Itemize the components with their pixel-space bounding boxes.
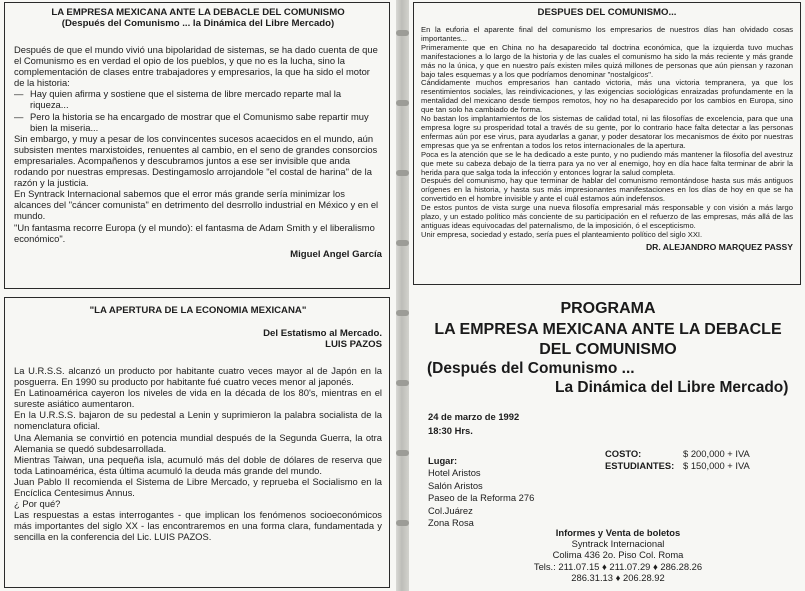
despues-paragraph-3: Cándidamente muchos empresarios han cantado victoria, más una victoria tempranera, ya que los resentimientos sociales, las reindivicaciones, y las exigencias sociológicas enraizadas profundamente en la mentalidad del mexicano desde tiempos remotos, hoy no ha desaparecido por los cambios en Europa, sino que tan solo ha cambiado de forma. [421, 78, 793, 115]
despues-article-box [413, 2, 801, 285]
apertura-article-title: "LA APERTURA DE LA ECONOMIA MEXICANA" [89, 305, 307, 316]
despues-paragraph-7: De estos puntos de vista surge una nueva filosofía empresarial más responsable y con visión a más largo plazo, y un estado político más conciente de su participación en el refuerzo de las empresas, más allá de las antiguas ideas equivocadas del paternalismo, de la imposición, ó el escepticismo. [421, 203, 793, 230]
intro-paragraph-3: En Syntrack Internacional sabemos que el error más grande sería minimizar los alcances del "cáncer comunista" en detrimento del desrrollo industrial en México y en el mundo. [14, 188, 379, 222]
intro-article-box [4, 2, 390, 289]
intro-signature: Miguel Angel García [290, 248, 382, 260]
lugar-list [428, 467, 534, 530]
despues-paragraph-5: Poca es la atención que se le ha dedicado a este punto, y no pudiendo más mantener la filosofía del avestruz que mete su cabeza debajo de la tierra para ya no ver al enemigo, hoy en día hace falta terminar de abrir la herida para que salga toda la infección y entonces lograr la salud completa. [421, 149, 793, 177]
estudiantes-value: $ 150,000 + IVA [683, 460, 750, 471]
lugar-line: Salón Aristos [428, 479, 483, 491]
despues-paragraph-2: Primeramente que en China no ha desaparecido tal doctrina económica, que la izquierda tuvo muchas manifestaciones a lo largo de la historia y de las cuales el comunismo ha sido la más reciente y más grande más no la única, y que en nuestro país existen miles quizá millones de personas que aún piensan y razonan bajo tales esquemas y a los que podríamos denominar "nostalgicos". [421, 42, 793, 79]
info-address: Colima 436 2o. Piso Col. Roma [552, 549, 684, 560]
costo-value: $ 200,000 + IVA [683, 448, 750, 459]
binding-coil [396, 240, 409, 246]
apertura-paragraph-3: En la U.R.S.S. bajaron de su pedestal a Lenin y suprimieron la palabra socialista de la nomenclatura oficial. [14, 409, 382, 432]
intro-dash-item-2 [14, 111, 382, 133]
despues-signature: DR. ALEJANDRO MARQUEZ PASSY [645, 241, 793, 252]
intro-dash-text-1: Hay quien afirma y sostiene que el sistema de libre mercado reparte mal la riqueza... [30, 88, 342, 111]
binding-coil [396, 310, 409, 316]
binding-coil [396, 450, 409, 456]
apertura-paragraph-5: Mientras Taiwan, una pequeña isla, acumuló más del doble de dólares de reserva que toda Latinoamérica, ésta última acumuló la deuda más grande del mundo. [14, 453, 382, 476]
programa-title-line-1: LA EMPRESA MEXICANA ANTE LA DEBACLE [434, 321, 782, 338]
event-time: 18:30 Hrs. [428, 425, 473, 436]
programa-title-line-3: (Después del Comunismo ... [427, 360, 635, 377]
despues-paragraph-4: No bastan los implantamientos de los sistemas de calidad total, ni las filosofías de excelencia, para que una empresa logre su prosperidad total a través de su gente, por lo contrario hace falta detectar a las personas enfermas aún por ese virus, para ayudarlas a ganar, y poder desatorar los mecanismos de éxito por nuestras empresas que ya se enfrentan a todos los retos internacionales de la apertura. [421, 114, 793, 150]
lugar-label: Lugar: [428, 455, 458, 466]
programa-title-line-2: DEL COMUNISMO [539, 341, 677, 358]
despues-paragraph-6: Después del comunismo, hay que terminar de hablar del comunismo remontándose hasta sus más antiguos orígenes en la historia, y hasta sus más impresionantes manifestaciones en los días de hoy en que se ha convertido en el hombre invisible y ante el cuál estamos aún indefensos. [421, 176, 793, 204]
info-company: Syntrack Internacional [571, 538, 665, 549]
event-date: 24 de marzo de 1992 [428, 411, 520, 422]
info-title: Informes y Venta de boletos [555, 527, 681, 538]
binding-coil [396, 170, 409, 176]
binding-spine [396, 0, 409, 591]
intro-paragraph-4: "Un fantasma recorre Europa (y el mundo): el fantasma de Adam Smith y el liberalismo económico". [14, 221, 375, 244]
lugar-line: Hotel Aristos [428, 467, 481, 478]
intro-article-title: LA EMPRESA MEXICANA ANTE LA DEBACLE DEL COMUNISMO [51, 7, 345, 18]
info-phones-1: Tels.: 211.07.15 ♦ 211.07.29 ♦ 286.28.26 [533, 561, 703, 572]
binding-coil [396, 380, 409, 386]
lugar-line: Zona Rosa [428, 517, 474, 529]
apertura-subtitle: Del Estatismo al Mercado. [263, 328, 382, 339]
intro-paragraph-2: Sin embargo, y muy a pesar de los convincentes sucesos acaecidos en el mundo, aún subsisten mentes marxistoides, renuentes al cambio, en el seno de grandes consorcios empresariales. Acompañenos y descubramos juntos a ese ser invisible que anda rodando por nuestras empresas. Destingamoslo arrojandole "el costal de harina" de la razón y la justicia. [14, 132, 378, 189]
binding-coil [396, 520, 409, 526]
despues-article-title: DESPUES DEL COMUNISMO... [537, 7, 677, 18]
lugar-line: Col.Juárez [428, 504, 473, 516]
intro-paragraph-1: Después de que el mundo vivió una bipolaridad de sistemas, se ha dado cuenta de que el Comunismo es en verdad el opio de los pueblos, y que no es la lucha, sino la complementación de clases entre trabajadores y empresarios, la que ha sido el motor de la historia: [14, 44, 378, 89]
intro-dash-item-1 [14, 88, 382, 110]
apertura-paragraph-1: La U.R.S.S. alcanzó un producto por habitante cuatro veces mayor al de Japón en la posguerra. En 1990 su producto por habitante fué cuatro veces menor al japonés. [14, 365, 382, 388]
apertura-paragraph-2: En Latinoamérica cayeron los niveles de vida en la década de los 80's, mientras en el sureste asiático aumentaron. [14, 387, 382, 410]
despues-paragraph-8: Unir empresa, sociedad y estado, sería pues el planteamiento político del siglo XXI. [421, 229, 703, 239]
apertura-paragraph-4: Una Alemania se convirtió en potencia mundial después de la Segunda Guerra, la otra Alemania se quedó subdesarrollada. [14, 431, 382, 454]
lugar-line: Paseo de la Reforma 276 [428, 492, 535, 504]
left-page [0, 0, 396, 591]
estudiantes-label: ESTUDIANTES: [605, 460, 675, 471]
apertura-paragraph-7: ¿ Por qué? [14, 498, 61, 510]
apertura-paragraph-6: Juan Pablo II recomienda el Sistema de Libre Mercado, y reprueba el Socialismo en la Encíclica Centesimus Annus. [14, 475, 382, 499]
apertura-author: LUIS PAZOS [325, 339, 382, 350]
apertura-paragraph-8: Las respuestas a estas interrogantes - que implican los fenómenos socioeconómicos más importantes del siglo XX - las encontraremos en una forma clara, fundamentada y sencilla en la conferencia del Lic. LUIS PAZOS. [14, 509, 382, 543]
programa-heading: PROGRAMA [560, 300, 656, 317]
info-phones-2: 286.31.13 ♦ 206.28.92 [571, 572, 665, 583]
programa-section [415, 296, 801, 588]
binding-coil [396, 30, 409, 36]
info-block [515, 527, 721, 583]
dash-bullet: — [14, 88, 24, 100]
apertura-article-box [4, 297, 390, 588]
binding-coil [396, 100, 409, 106]
right-page [409, 0, 805, 591]
dash-bullet: — [14, 110, 24, 122]
programa-title-line-4: La Dinámica del Libre Mercado) [555, 379, 789, 396]
intro-dash-text-2: Pero la historia se ha encargado de mostrar que el Comunismo sabe repartir muy bien la miseria... [30, 110, 369, 133]
despues-paragraph-1: En la euforia el aparente final del comunismo los empresarios de nuestros días han olvidado cosas importantes... [421, 25, 793, 43]
costo-label: COSTO: [605, 448, 642, 459]
intro-article-subtitle: (Después del Comunismo ... la Dinámica del Libre Mercado) [61, 18, 335, 29]
